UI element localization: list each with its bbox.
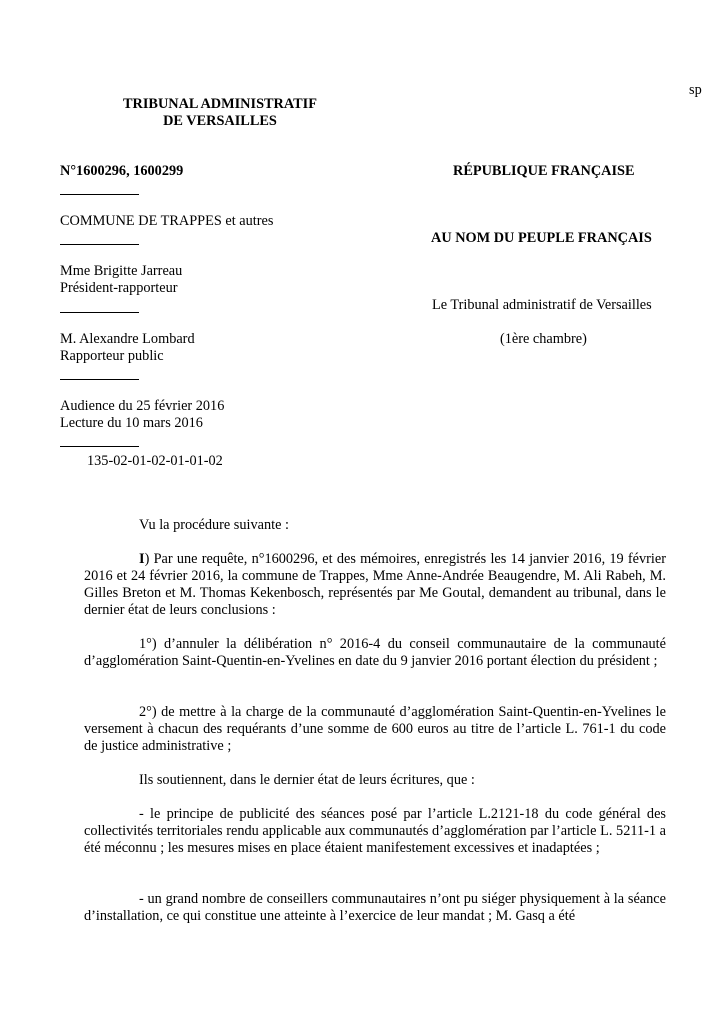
separator — [60, 312, 139, 313]
president-name: Mme Brigitte Jarreau — [60, 263, 183, 279]
roman-numeral: I — [139, 551, 145, 567]
rapporteur-name: M. Alexandre Lombard — [60, 331, 195, 347]
rapporteur-role: Rapporteur public — [60, 348, 164, 364]
parties: COMMUNE DE TRAPPES et autres — [60, 213, 274, 229]
classification-code: 135-02-01-02-01-01-02 — [87, 453, 223, 469]
corner-mark: sp — [689, 82, 702, 98]
paragraph-2: 1°) d’annuler la délibération n° 2016-4 du conseil communautaire de la communauté d’agglomération Saint-Quentin-en-Yvelines en date du 9 janvier 2016 portant élection du président ; — [84, 636, 666, 669]
court-name-line1: TRIBUNAL ADMINISTRATIF — [123, 96, 317, 112]
republic-heading: RÉPUBLIQUE FRANÇAISE — [453, 163, 635, 179]
hearing-date: Audience du 25 février 2016 — [60, 398, 225, 414]
reading-date: Lecture du 10 mars 2016 — [60, 415, 203, 431]
separator — [60, 446, 139, 447]
separator — [60, 244, 139, 245]
paragraph-4: Ils soutiennent, dans le dernier état de leurs écritures, que : — [139, 772, 475, 788]
case-numbers: N°1600296, 1600299 — [60, 163, 184, 179]
paragraph-1-text: ) Par une requête, n°1600296, et des mémoires, enregistrés les 14 janvier 2016, 19 février 2016 et 24 février 2016, la commune de Trappes, Mme Anne-Andrée Beaugendre, M. Ali Rabeh, M. Gilles Breton et M. Thomas Kekenbosch, représentés par Me Goutal, demandent au tribunal, dans le dernier état de leurs conclusions : — [84, 551, 666, 618]
intro-line: Vu la procédure suivante : — [139, 517, 289, 533]
paragraph-1 — [84, 551, 666, 619]
court-name-line2: DE VERSAILLES — [163, 113, 277, 129]
court-name — [60, 96, 380, 130]
paragraph-3: 2°) de mettre à la charge de la communauté d’agglomération Saint-Quentin-en-Yvelines le versement à chacun des requérants d’une somme de 600 euros au titre de l’article L. 761-1 du code de justice administrative ; — [84, 704, 666, 754]
chamber: (1ère chambre) — [500, 331, 587, 347]
paragraph-5: - le principe de publicité des séances posé par l’article L.2121-18 du code général des collectivités territoriales rendu applicable aux communautés d’agglomération par l’article L. 5211-1 a été méconnu ; les mesures mises en place étaient manifestement excessives et inadaptées ; — [84, 806, 666, 856]
paragraph-6: - un grand nombre de conseillers communautaires n’ont pu siéger physiquement à la séance d’installation, ce qui constitue une atteinte à l’exercice de leur mandat ; M. Gasq a été — [84, 891, 666, 924]
in-name-of-heading: AU NOM DU PEUPLE FRANÇAIS — [431, 230, 652, 246]
separator — [60, 379, 139, 380]
president-role: Président-rapporteur — [60, 280, 178, 296]
separator — [60, 194, 139, 195]
tribunal-line: Le Tribunal administratif de Versailles — [432, 297, 652, 313]
